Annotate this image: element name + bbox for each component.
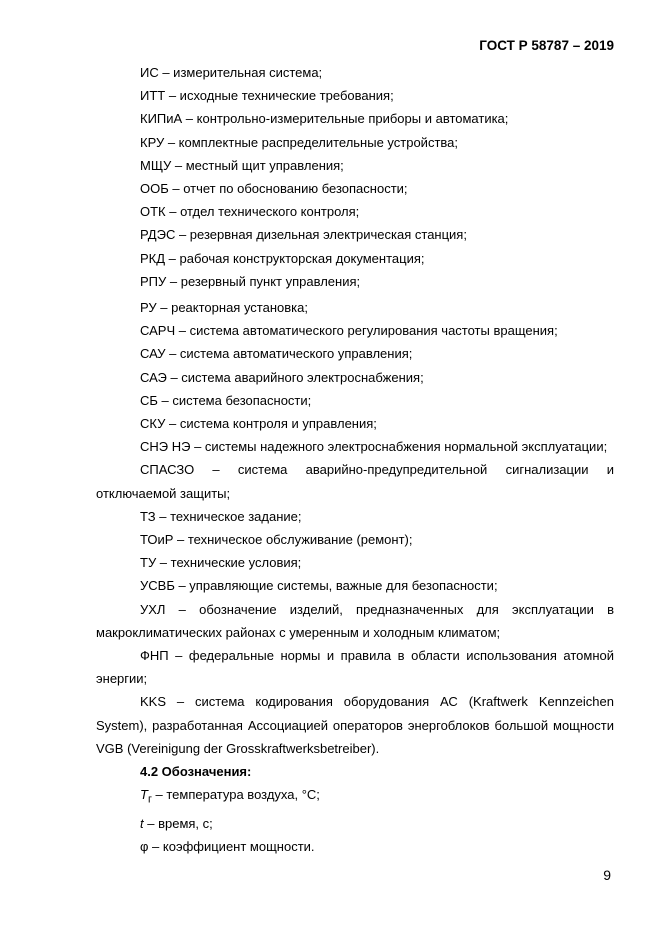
symbol: t xyxy=(140,816,144,832)
abbr-item: ТЗ – техническое задание; xyxy=(140,508,302,524)
abbr-item: КИПиА – контрольно-измерительные приборы и автоматика; xyxy=(140,111,509,127)
symbol-definition: – время, с; xyxy=(143,816,213,832)
abbr-item: РКД – рабочая конструкторская документация; xyxy=(140,250,425,266)
symbol: T xyxy=(140,787,148,803)
abbr-item: ОТК – отдел технического контроля; xyxy=(140,204,360,220)
abbr-item: РДЭС – резервная дизельная электрическая станция; xyxy=(140,227,467,243)
symbol-definition: – температура воздуха, °С; xyxy=(151,787,320,803)
abbr-item: ФНП – федеральные нормы и правила в области использования атомной энергии; xyxy=(96,648,614,687)
symbol-item xyxy=(96,835,614,858)
abbr-item: МЩУ – местный щит управления; xyxy=(140,157,344,173)
abbr-item: УХЛ – обозначение изделий, предназначенных для эксплуатации в макроклиматических районах с умеренным и холодным климатом; xyxy=(96,601,614,640)
abbr-item: ТОиР – техническое обслуживание (ремонт); xyxy=(140,532,413,548)
abbr-item: СНЭ НЭ – системы надежного электроснабжения нормальной эксплуатации; xyxy=(140,439,608,455)
abbr-item: ТУ – технические условия; xyxy=(140,555,302,571)
abbr-item: САРЧ – система автоматического регулирования частоты вращения; xyxy=(140,323,558,339)
document-header: ГОСТ Р 58787 – 2019 xyxy=(479,38,614,53)
abbr-item: СКУ – система контроля и управления; xyxy=(140,416,377,432)
abbr-item: ООБ – отчет по обоснованию безопасности; xyxy=(140,181,408,197)
symbol-subscript: г xyxy=(147,793,152,806)
abbr-item: УСВБ – управляющие системы, важные для безопасности; xyxy=(140,578,498,594)
abbr-item: KKS – система кодирования оборудования АС (Kraftwerk Kennzeichen System), разработанная Ассоциацией операторов энергоблоков большой мощности VGB (Vereinigung der Grosskraftwerksbetreiber). xyxy=(96,694,614,756)
symbol-item xyxy=(96,783,614,812)
abbr-item: ИС – измерительная система; xyxy=(140,65,323,80)
abbr-item: САУ – система автоматического управления; xyxy=(140,346,413,362)
abbr-item: СПАСЗО – система аварийно-предупредительной сигнализации и отключаемой защиты; xyxy=(96,462,614,501)
page-number: 9 xyxy=(603,867,611,883)
abbr-item: ИТТ – исходные технические требования; xyxy=(140,88,394,104)
symbol: φ xyxy=(140,839,149,855)
symbol-item xyxy=(96,812,614,835)
abbr-item: РУ – реакторная установка; xyxy=(140,300,308,316)
abbr-item: РПУ – резервный пункт управления; xyxy=(140,273,361,289)
abbr-item: САЭ – система аварийного электроснабжения; xyxy=(140,369,424,385)
abbr-item: КРУ – комплектные распределительные устройства; xyxy=(140,134,458,150)
abbr-item: СБ – система безопасности; xyxy=(140,392,312,408)
document-body xyxy=(96,61,614,859)
symbol-definition: – коэффициент мощности. xyxy=(148,839,315,855)
section-heading: 4.2 Обозначения: xyxy=(140,764,252,780)
